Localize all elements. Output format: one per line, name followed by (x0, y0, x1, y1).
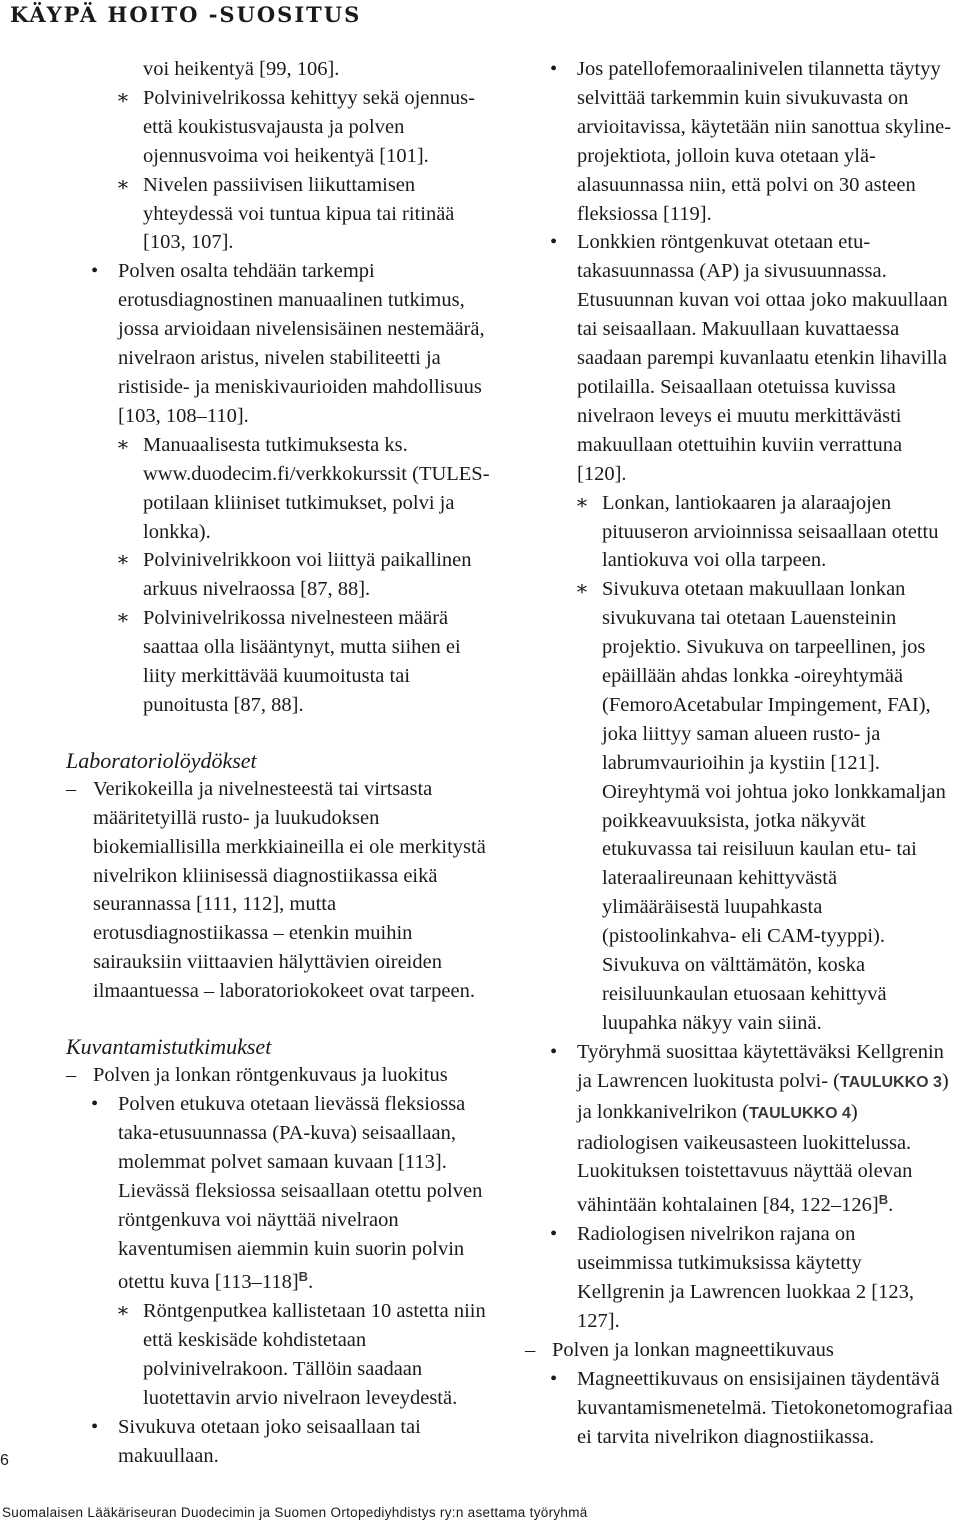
continued-text: Sivukuva on välttämätön, koska reisiluunkaulan etuosaan kehittyvä luupahka näkyy vain siinä. (602, 954, 887, 1034)
star-item: ∗ Polvinivelrikossa kehittyy sekä ojennus- että koukistusvajausta ja polven ojennusvoima voi heikentyä [101]. (66, 84, 496, 171)
bullet-marker: • (550, 1040, 558, 1063)
dash-marker: – (525, 1338, 536, 1361)
bullet-marker: • (550, 1223, 558, 1246)
star-marker: ∗ (116, 433, 130, 456)
dash-item: – Polven ja lonkan magneettikuvaus (525, 1336, 953, 1365)
star-marker: ∗ (116, 607, 130, 630)
bullet-item: • Työryhmä suosittaa käytettäväksi Kellgrenin ja Lawrencen luokitusta polvi- (TAULUKKO 3) ja lonkkanivelrikon (TAULUKKO 4) radiologisen vaikeusasteen luokittelussa. Luokituksen toistettavuus näyttää olevan vähintään kohtalainen [84, 122–126]$^B$. (525, 1038, 953, 1220)
star-item: ∗ Polvinivelrikkoon voi liittyä paikallinen arkuus nivelraossa [87, 88]. (66, 546, 496, 604)
continued-text: voi heikentyä [99, 106]. (143, 58, 340, 80)
star-marker: ∗ (116, 173, 130, 196)
dash-item: – Verikokeilla ja nivelnesteestä tai virtsasta määritetyillä rusto- ja luukudoksen biokemiallisilla merkkiaineilla ei ole merkitystä nivelrikon kliinisessä diagnostiikassa eikä seurannassa [111, 112], mutta erotusdiagnostiikassa – etenkin muihin sairauksiin viittaavien hälyttävien oireiden ilmaantuessa – laboratoriokokeet ovat tarpeen. (66, 775, 496, 1006)
bullet-item: • Jos patellofemoraalinivelen tilannetta täytyy selvittää tarkemmin kuin sivukuvasta on arvioitavissa, käytetään niin sanottua skyline-projektiota, jolloin kuva otetaan ylä-alasuunnassa niin, että polvi on 30 asteen fleksiossa [119]. (525, 55, 953, 228)
star-marker: ∗ (116, 86, 130, 109)
bullet-marker: • (550, 1367, 558, 1390)
table-4-link[interactable]: TAULUKKO 4 (748, 1104, 851, 1122)
table-3-link[interactable]: TAULUKKO 3 (840, 1073, 942, 1091)
star-marker: ∗ (116, 1300, 130, 1323)
star-item: ∗ Polvinivelrikossa nivelnesteen määrä saattaa olla lisääntynyt, mutta siihen ei liity merkittävää kuumoitusta tai punoitusta [87, 88]. (66, 604, 496, 720)
star-marker: ∗ (575, 578, 589, 601)
page-header-title: KÄYPÄ HOITO -SUOSITUS (10, 2, 362, 27)
bullet-item: • Lonkkien röntgenkuvat otetaan etu-takasuunnassa (AP) ja sivusuunnassa. Etusuunnan kuvan voi ottaa joko makuullaan tai seisaallaan. Makuullaan kuvattaessa saadaan parempi kuvanlaatu etenkin lihavilla potilailla. Seisaallaan otetuissa kuvissa nivelraon leveys ei muutu merkittävästi makuullaan otettuihin kuviin verrattuna [120]. (525, 228, 953, 488)
page-footer: Suomalaisen Lääkäriseuran Duodecimin ja Suomen Ortopediyhdistys ry:n asettama työryhmä (2, 1505, 588, 1520)
left-column (66, 55, 496, 1471)
bullet-item: • Polven etukuva otetaan lievässä fleksiossa taka-etusuunnassa (PA-kuva) seisaallaan, molemmat polvet samaan kuvaan [113]. Lievässä fleksiossa seisaallaan otettu polven röntgenkuva voi näyttää nivelraon kaventumisen aiemmin kuin suorin polvin otettu kuva $[113-118]^B$. (66, 1090, 496, 1297)
bullet-marker: • (91, 260, 99, 283)
right-column (525, 55, 953, 1452)
star-item: ∗ Lonkan, lantiokaaren ja alaraajojen pituuseron arvioinnissa seisaallaan otettu lantiokuva voi olla tarpeen. (525, 489, 953, 576)
dash-marker: – (66, 1064, 77, 1087)
bullet-item: • Radiologisen nivelrikon rajana on useimmissa tutkimuksissa käytetty Kellgrenin ja Lawrencen luokkaa 2 [123, 127]. (525, 1220, 953, 1336)
bullet-item: • Magneettikuvaus on ensisijainen täydentävä kuvantamismenetelmä. Tietokonetomografiaa ei tarvita nivelrikon diagnostiikassa. (525, 1365, 953, 1452)
bullet-item: • Polven osalta tehdään tarkempi erotusdiagnostinen manuaalinen tutkimus, jossa arvioidaan nivelensisäinen nestemäärä, nivelraon aristus, nivelen stabiliteetti ja ristiside- ja meniskivaurioiden mahdollisuus [103, 108–110]. (66, 257, 496, 430)
section-heading-imaging: Kuvantamistutkimukset (66, 1034, 272, 1060)
star-marker: ∗ (575, 491, 589, 514)
section-heading-laboratory: Laboratoriolöydökset (66, 747, 257, 773)
bullet-marker: • (91, 1093, 99, 1115)
bullet-marker: • (550, 231, 558, 254)
evidence-grade-badge: B (298, 1269, 309, 1285)
page-number: 6 (0, 1452, 9, 1469)
dash-marker: – (66, 777, 77, 800)
bullet-marker: • (550, 58, 558, 80)
star-item: ∗ Manuaalisesta tutkimuksesta ks. www.duodecim.fi/verkkokurssit (TULES-potilaan kliiniset tutkimukset, polvi ja lonkka). (66, 431, 496, 547)
bullet-marker: • (91, 1415, 99, 1438)
bullet-item: • Sivukuva otetaan joko seisaallaan tai makuullaan. (66, 1413, 496, 1471)
star-item: ∗ Sivukuva otetaan makuullaan lonkan sivukuvana tai otetaan Lauensteinin projektio. Sivukuva on tarpeellinen, jos epäillään ahdas lonkka -oireyhtymää (FemoroAcetabular Impingement, FAI), joka liittyy saman alueen rusto- ja labrumvaurioihin ja kystiin [121]. Oireyhtymä voi johtua joko lonkkamaljan poikkeavuuksista, jotka näkyvät etukuvassa tai reisiluun kaulan etu- tai lateraalireunaan kehittyvästä ylimääräisestä luupahkasta (pistoolinkahva- eli CAM-tyyppi). (525, 575, 953, 951)
evidence-grade-badge: B (878, 1192, 889, 1208)
dash-item: – Polven ja lonkan röntgenkuvaus ja luokitus (66, 1061, 496, 1090)
star-marker: ∗ (116, 549, 130, 572)
star-item: ∗ Nivelen passiivisen liikuttamisen yhteydessä voi tuntua kipua tai ritinää [103, 107]. (66, 171, 496, 258)
star-item: ∗ Röntgenputkea kallistetaan 10 astetta niin että keskisäde kohdistetaan polvinivelrakoon. Tällöin saadaan luotettavin arvio nivelraon leveydestä. (66, 1297, 496, 1413)
